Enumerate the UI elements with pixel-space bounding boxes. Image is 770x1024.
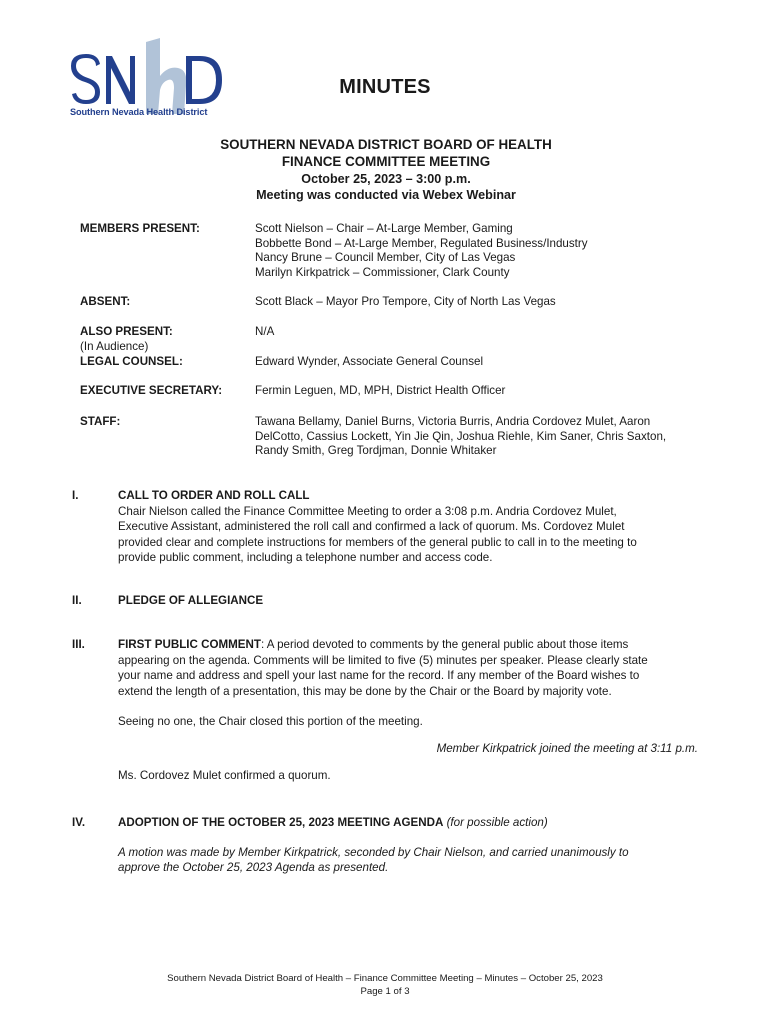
paragraph-line: [118, 637, 708, 653]
arrival-note: Member Kirkpatrick joined the meeting at 3:11 p.m.: [436, 741, 698, 755]
section-lead-in: : A period devoted to comments by the general public about those items: [260, 638, 629, 651]
section-heading: PLEDGE OF ALLEGIANCE: [118, 594, 264, 607]
section-heading: FIRST PUBLIC COMMENT: [118, 638, 261, 651]
legal-counsel-block: [80, 355, 700, 371]
also-present-sublabel: (In Audience): [80, 339, 149, 353]
section-first-public-comment: [68, 637, 708, 787]
action-note: (for possible action): [446, 816, 548, 829]
absent-block: [80, 295, 700, 311]
section-body: [118, 815, 708, 876]
paragraph-line: appearing on the agenda. Comments will be limited to five (5) minutes per speaker. Please clearly state: [118, 653, 648, 667]
staff-label: STAFF:: [80, 415, 121, 428]
paragraph-line: provide public comment, including a telephone number and access code.: [118, 551, 493, 564]
section-agenda-adoption: [68, 815, 708, 877]
page-number: Page 1 of 3: [360, 986, 410, 997]
section-heading: CALL TO ORDER AND ROLL CALL: [118, 489, 310, 502]
meeting-venue: Meeting was conducted via Webex Webinar: [256, 188, 516, 202]
paragraph-line: Chair Nielson called the Finance Committee Meeting to order a 3:08 p.m. Andria Cordovez Mulet,: [118, 504, 617, 518]
members-present-list: [255, 222, 705, 280]
also-present-label-group: [80, 325, 255, 354]
staff-block: [80, 415, 700, 461]
also-present-label: ALSO PRESENT:: [80, 325, 173, 338]
logo-tagline: Southern Nevada Health District: [70, 107, 208, 117]
executive-secretary-label: EXECUTIVE SECRETARY:: [80, 384, 223, 397]
staff-list: [255, 415, 705, 459]
also-present-value: N/A: [255, 325, 275, 338]
section-number: IV.: [72, 816, 86, 829]
staff-line: Randy Smith, Greg Tordjman, Donnie Whitaker: [255, 444, 497, 458]
legal-counsel-value: Edward Wynder, Associate General Counsel: [255, 355, 484, 368]
snhd-logo: [68, 36, 228, 122]
organization-heading: SOUTHERN NEVADA DISTRICT BOARD OF HEALTH: [220, 137, 552, 152]
paragraph-line: provided clear and complete instructions for members of the general public to call in to the meeting to: [118, 535, 637, 549]
section-body: [118, 593, 708, 609]
quorum-statement: Ms. Cordovez Mulet confirmed a quorum.: [118, 769, 331, 782]
section-number: I.: [72, 489, 79, 502]
section-number: II.: [72, 594, 82, 607]
document-title: MINUTES: [339, 76, 431, 98]
section-body: [118, 637, 708, 784]
paragraph-line: Executive Assistant, administered the roll call and confirmed a lack of quorum. Ms. Cordovez Mulet: [118, 520, 625, 533]
absent-label: ABSENT:: [80, 295, 131, 308]
section-call-to-order: [68, 488, 708, 568]
member-line: Bobbette Bond – At-Large Member, Regulated Business/Industry: [255, 236, 588, 250]
motion-line: approve the October 25, 2023 Agenda as presented.: [118, 861, 389, 874]
motion-line: A motion was made by Member Kirkpatrick, seconded by Chair Nielson, and carried unanimously to: [118, 845, 629, 859]
section-heading: ADOPTION OF THE OCTOBER 25, 2023 MEETING AGENDA: [118, 816, 444, 829]
member-line: Scott Nielson – Chair – At-Large Member, Gaming: [255, 222, 513, 235]
also-present-block: [80, 325, 700, 353]
executive-secretary-block: [80, 384, 700, 400]
staff-line: DelCotto, Cassius Lockett, Yin Jie Qin, Joshua Riehle, Kim Saner, Chris Saxton,: [255, 429, 667, 443]
paragraph-line: your name and address and spell your last name for the record. If any member of the Board wishes to: [118, 669, 640, 682]
meeting-date: October 25, 2023 – 3:00 p.m.: [301, 172, 471, 186]
member-line: Marilyn Kirkpatrick – Commissioner, Clark County: [255, 265, 510, 279]
executive-secretary-value: Fermin Leguen, MD, MPH, District Health Officer: [255, 384, 506, 397]
section-body: [118, 488, 708, 566]
member-line: Nancy Brune – Council Member, City of Las Vegas: [255, 251, 516, 265]
members-present-label: MEMBERS PRESENT:: [80, 222, 200, 235]
members-present-block: [80, 222, 700, 282]
section-number: III.: [72, 638, 85, 651]
page-footer: Southern Nevada District Board of Health – Finance Committee Meeting – Minutes – October 25, 2023: [167, 973, 603, 984]
closing-statement: Seeing no one, the Chair closed this portion of the meeting.: [118, 715, 423, 728]
paragraph-line: extend the length of a presentation, this may be done by the Chair or the Board by majority vote.: [118, 684, 612, 698]
meeting-heading: FINANCE COMMITTEE MEETING: [281, 154, 491, 169]
legal-counsel-label: LEGAL COUNSEL:: [80, 355, 183, 368]
staff-line: Tawana Bellamy, Daniel Burns, Victoria Burris, Andria Cordovez Mulet, Aaron: [255, 415, 651, 428]
absent-value: Scott Black – Mayor Pro Tempore, City of North Las Vegas: [255, 295, 556, 308]
paragraph-line: [118, 815, 708, 831]
section-pledge: [68, 593, 708, 609]
